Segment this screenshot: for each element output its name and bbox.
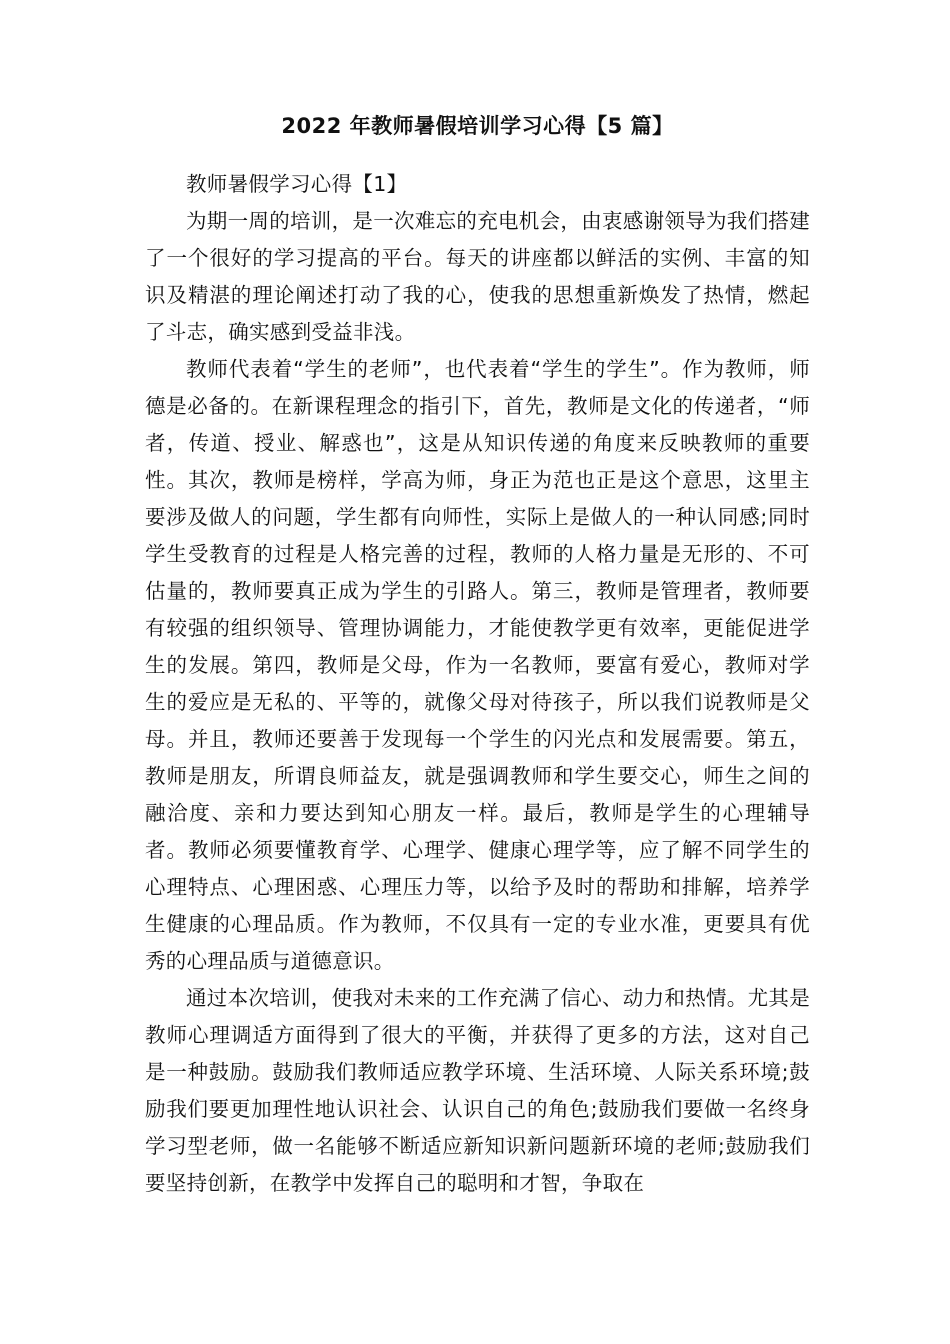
document-title: 2022 年教师暑假培训学习心得【5 篇】 [281, 114, 674, 138]
paragraph-1: 为期一周的培训，是一次难忘的充电机会，由衷感谢领导为我们搭建了一个很好的学习提高的平台。每天的讲座都以鲜活的实例、丰富的知识及精湛的理论阐述打动了我的心，使我的思想重新焕发了热情，燃起了斗志，确实感到受益非浅。 [145, 209, 810, 344]
paragraph-3: 通过本次培训，使我对未来的工作充满了信心、动力和热情。尤其是教师心理调适方面得到了很大的平衡，并获得了更多的方法，这对自己是一种鼓励。鼓励我们教师适应教学环境、生活环境、人际关系环境;鼓励我们要更加理性地认识社会、认识自己的角色;鼓励我们要做一名终身学习型老师，做一名能够不断适应新知识新问题新环境的老师;鼓励我们要坚持创新，在教学中发挥自己的聪明和才智，争取在 [145, 986, 810, 1195]
section-heading: 教师暑假学习心得【1】 [186, 172, 408, 196]
document-page [145, 108, 810, 1202]
paragraph-2: 教师代表着“学生的老师”，也代表着“学生的学生”。作为教师，师德是必备的。在新课程理念的指引下，首先，教师是文化的传递者，“师者，传道、授业、解惑也”，这是从知识传递的角度来反映教师的重要性。其次，教师是榜样，学高为师，身正为范也正是这个意思，这里主要涉及做人的问题，学生都有向师性，实际上是做人的一种认同感;同时学生受教育的过程是人格完善的过程，教师的人格力量是无形的、不可估量的，教师要真正成为学生的引路人。第三，教师是管理者，教师要有较强的组织领导、管理协调能力，才能使教学更有效率，更能促进学生的发展。第四，教师是父母，作为一名教师，要富有爱心，教师对学生的爱应是无私的、平等的，就像父母对待孩子，所以我们说教师是父母。并且，教师还要善于发现每一个学生的闪光点和发展需要。第五，教师是朋友，所谓良师益友，就是强调教师和学生要交心，师生之间的融洽度、亲和力要达到知心朋友一样。最后，教师是学生的心理辅导者。教师必须要懂教育学、心理学、健康心理学等，应了解不同学生的心理特点、心理困惑、心理压力等，以给予及时的帮助和排解，培养学生健康的心理品质。作为教师，不仅具有一定的专业水准，更要具有优秀的心理品质与道德意识。 [145, 357, 810, 973]
